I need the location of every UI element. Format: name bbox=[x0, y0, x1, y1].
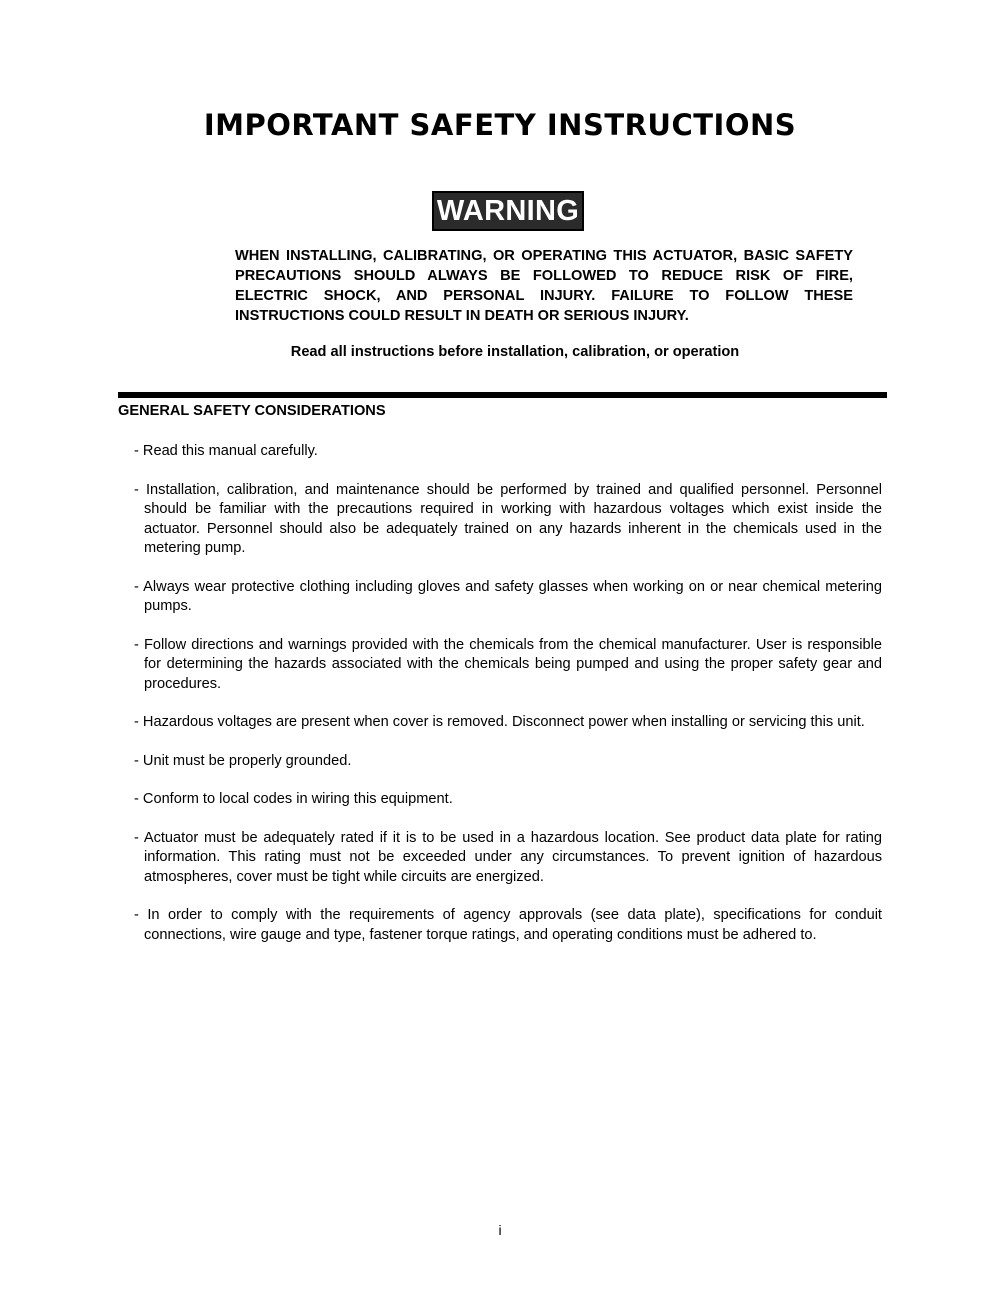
warning-text: WHEN INSTALLING, CALIBRATING, OR OPERATING THIS ACTUATOR, BASIC SAFETY PRECAUTIONS SHOULD ALWAYS BE FOLLOWED TO REDUCE RISK OF FIRE, ELECTRIC SHOCK, AND PERSONAL INJURY. FAILURE TO FOLLOW THESE INSTRUCTIONS COULD RESULT IN DEATH OR SERIOUS INJURY. bbox=[235, 248, 853, 324]
page-number: i bbox=[498, 1222, 502, 1238]
section-divider bbox=[118, 392, 887, 398]
read-all-notice: Read all instructions before installation, calibration, or operation bbox=[290, 344, 740, 360]
list-item: - Conform to local codes in wiring this equipment. bbox=[134, 791, 453, 807]
page-title: IMPORTANT SAFETY INSTRUCTIONS bbox=[203, 108, 797, 142]
safety-list bbox=[134, 442, 882, 964]
list-item: - Hazardous voltages are present when cover is removed. Disconnect power when installing or servicing this unit. bbox=[134, 714, 865, 730]
list-item: - Read this manual carefully. bbox=[134, 443, 318, 459]
list-item: - Actuator must be adequately rated if it is to be used in a hazardous location. See product data plate for rating information. This rating must not be exceeded under any circumstances. To prevent ignition of hazardous atmospheres, cover must be tight while circuits are energized. bbox=[134, 829, 882, 885]
list-item: - Follow directions and warnings provided with the chemicals from the chemical manufacturer. User is responsible for determining the hazards associated with the chemicals being pumped and using the proper safety gear and procedures. bbox=[134, 636, 882, 692]
list-item: - Installation, calibration, and maintenance should be performed by trained and qualified personnel. Personnel should be familiar with the precautions required in working with hazardous voltages which exist inside the actuator. Personnel should also be adequately trained on any hazards inherent in the chemicals used in the metering pump. bbox=[134, 481, 882, 556]
section-heading: GENERAL SAFETY CONSIDERATIONS bbox=[118, 403, 386, 419]
list-item: - Always wear protective clothing including gloves and safety glasses when working on or near chemical metering pumps. bbox=[134, 578, 882, 614]
warning-label: WARNING bbox=[432, 191, 584, 231]
list-item: - Unit must be properly grounded. bbox=[134, 752, 352, 769]
list-item: - In order to comply with the requirements of agency approvals (see data plate), specifications for conduit connections, wire gauge and type, fastener torque ratings, and operating conditions must be adhered to. bbox=[134, 907, 882, 943]
